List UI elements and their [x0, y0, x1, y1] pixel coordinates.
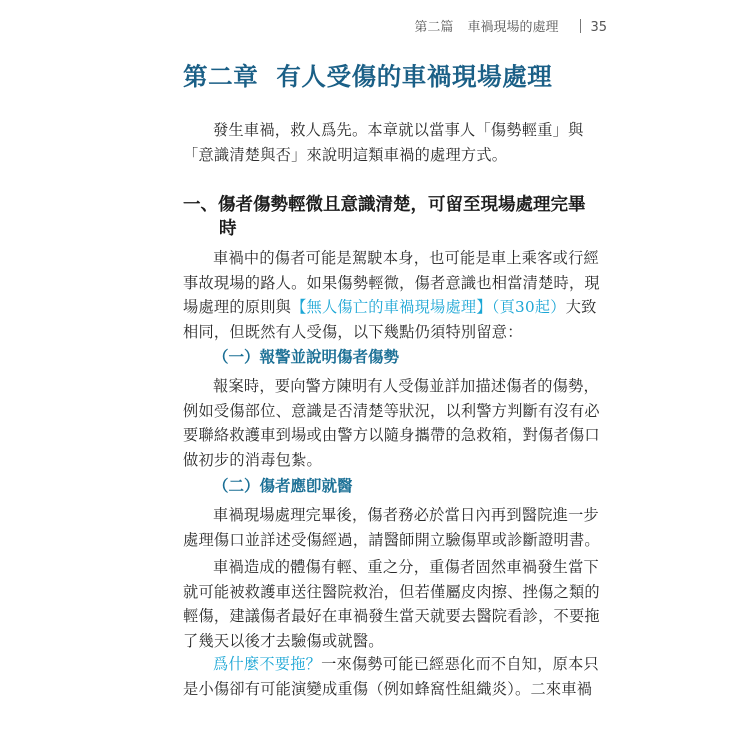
subsection-heading-2: （二）傷者應卽就醫 — [213, 476, 353, 495]
paragraph-line: 要聯絡救護車到場或由警方以隨身攜帶的急救箱，對傷者傷口 — [183, 426, 600, 444]
subsection-2-paragraph-2 — [183, 555, 600, 653]
paragraph-line: 例如受傷部位、意識是否清楚等狀況，以利警方判斷有沒有必 — [183, 401, 600, 420]
header-divider — [580, 19, 581, 33]
subsection-heading-1: （一）報警並說明傷者傷勢 — [213, 347, 400, 366]
paragraph-line: 車禍現場處理完畢後，傷者務必於當日內再到醫院進一步 — [213, 506, 599, 524]
section-heading — [183, 193, 603, 241]
intro-line: 發生車禍，救人爲先。本章就以當事人「傷勢輕重」與 — [213, 121, 584, 139]
paragraph-line: 輕傷，建議傷者最好在車禍發生當天就要去醫院看診，不要拖 — [183, 607, 600, 625]
header-part: 第二篇 — [414, 20, 454, 35]
chapter-label: 第二章 — [183, 62, 259, 91]
paragraph-line: 事故現場的路人。如果傷勢輕微，傷者意識也相當清楚時，現 — [183, 273, 600, 292]
paragraph-line: 處理傷口並詳述受傷經過，請醫師開立驗傷單或診斷證明書。 — [183, 530, 600, 549]
section-heading-line: 時 — [219, 219, 237, 239]
paragraph-line: 場處理的原則與【無人傷亡的車禍現場處理】（頁30起）大致 — [183, 298, 597, 316]
paragraph-line: 就可能被救護車送往醫院救治，但若僅屬皮肉擦、挫傷之類的 — [183, 582, 600, 601]
highlighted-question: 爲什麼不要拖？ — [213, 655, 322, 673]
subsection-2-paragraph-3 — [183, 652, 599, 701]
page-number: 35 — [590, 20, 607, 35]
paragraph-line: 車禍造成的體傷有輕、重之分，重傷者固然車禍發生當下 — [213, 558, 599, 576]
paragraph-line: 報案時，要向警方陳明有人受傷並詳加描述傷者的傷勢， — [213, 377, 599, 395]
chapter-name: 有人受傷的車禍現場處理 — [276, 62, 553, 91]
cross-reference-link[interactable]: 【無人傷亡的車禍現場處理】（頁30起） — [291, 298, 566, 316]
header-part-title: 車禍現場的處理 — [467, 20, 559, 35]
intro-line: 「意識清楚與否」來說明這類車禍的處理方式。 — [183, 145, 508, 164]
paragraph-line: 爲什麼不要拖？一來傷勢可能已經惡化而不自知，原本只 — [213, 655, 599, 673]
paragraph-line: 車禍中的傷者可能是駕駛本身，也可能是車上乘客或行經 — [213, 249, 599, 267]
chapter-title — [183, 60, 552, 94]
section-paragraph — [183, 246, 600, 344]
paragraph-line: 相同，但既然有人受傷，以下幾點仍須特別留意： — [183, 322, 523, 341]
paragraph-line: 了幾天以後才去驗傷或就醫。 — [183, 631, 384, 650]
section-heading-line: 一、傷者傷勢輕微且意識清楚，可留至現場處理完畢 — [183, 195, 586, 215]
subsection-1-paragraph — [183, 374, 600, 472]
running-header — [414, 19, 607, 37]
paragraph-line: 是小傷卻有可能演變成重傷（例如蜂窩性組織炎）。二來車禍 — [183, 679, 593, 698]
paragraph-line: 做初步的消毒包紮。 — [183, 450, 322, 469]
subsection-2-paragraph-1 — [183, 503, 600, 552]
intro-paragraph — [183, 118, 595, 167]
